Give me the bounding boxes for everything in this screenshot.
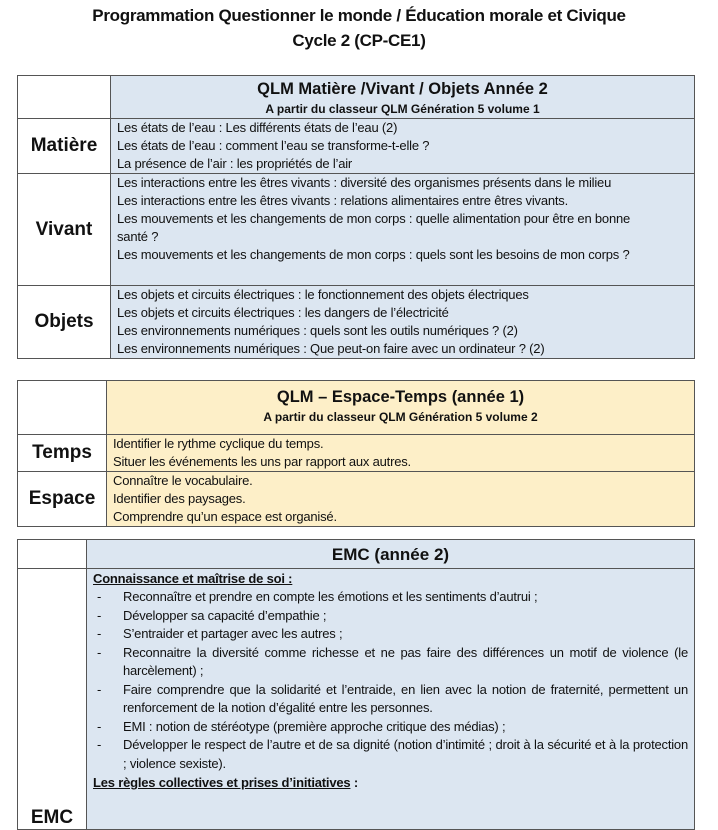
- list-item: Les interactions entre les êtres vivants : diversité des organismes présents dans le milieu: [117, 175, 612, 190]
- empty-corner-cell: [18, 381, 107, 435]
- header-title: EMC (année 2): [331, 545, 450, 564]
- header-title: QLM – Espace-Temps (année 1): [276, 388, 525, 406]
- row-label: Objets: [18, 286, 111, 359]
- row-label: Matière: [18, 119, 111, 174]
- list-item: Les environnements numériques : Que peut-on faire avec un ordinateur ? (2): [117, 341, 545, 356]
- row-label: EMC: [18, 569, 87, 830]
- row-content: [107, 435, 695, 472]
- list-item: Les mouvements et les changements de mon corps : quels sont les besoins de mon corps ?: [117, 247, 630, 262]
- table-qlm-espace-temps: [17, 380, 695, 527]
- header-subtitle: A partir du classeur QLM Génération 5 volume 1: [265, 102, 540, 116]
- table-row: [18, 119, 695, 174]
- dash: -: [97, 626, 102, 641]
- table-header: [111, 76, 695, 119]
- row-label: Vivant: [18, 174, 111, 286]
- row-label: Temps: [18, 435, 107, 472]
- table-header: [107, 381, 695, 435]
- section-title-suffix: :: [350, 775, 358, 790]
- list-item: Identifier le rythme cyclique du temps.: [113, 436, 324, 451]
- table-row: [18, 472, 695, 527]
- item-text: Reconnaitre la diversité comme richesse et ne pas faire des différences un motif de violence (le harcèlement) ;: [123, 644, 688, 678]
- list-item: [93, 607, 688, 626]
- row-label: Espace: [18, 472, 107, 527]
- item-text: Reconnaître et prendre en compte les émotions et les sentiments d’autrui ;: [123, 589, 538, 604]
- list-item: Les interactions entre les êtres vivants : relations alimentaires entre êtres vivants.: [117, 193, 569, 208]
- table-header: [87, 540, 695, 569]
- page-subtitle: Cycle 2 (CP-CE1): [292, 31, 426, 50]
- header-title: QLM Matière /Vivant / Objets Année 2: [257, 80, 548, 98]
- item-text: Développer sa capacité d’empathie ;: [123, 607, 327, 623]
- list-item: Les objets et circuits électriques : le fonctionnement des objets électriques: [117, 287, 529, 302]
- dash: -: [97, 607, 102, 623]
- list-item: Les états de l’eau : comment l’eau se transforme-t-elle ?: [117, 138, 430, 153]
- section-title-text: Les règles collectives et prises d’initiatives: [93, 775, 351, 790]
- list-item: Identifier des paysages.: [113, 491, 246, 506]
- table-row: [18, 435, 695, 472]
- list-item: Les états de l’eau : Les différents états de l’eau (2): [117, 120, 398, 135]
- dash: -: [97, 644, 102, 660]
- list-item: Comprendre qu’un espace est organisé.: [113, 509, 337, 524]
- dash: -: [97, 681, 102, 697]
- list-item: [93, 588, 688, 607]
- dash: -: [97, 589, 102, 604]
- empty-corner-cell: [18, 540, 87, 569]
- list-item: Connaître le vocabulaire.: [113, 473, 253, 488]
- item-text: Développer le respect de l’autre et de sa dignité (notion d’intimité ; droit à la sécurité et à la protection ; violence sexiste).: [123, 737, 688, 771]
- list-item: [93, 736, 688, 773]
- item-text: EMI : notion de stéréotype (première approche critique des médias) ;: [123, 718, 506, 734]
- list-item: Les mouvements et les changements de mon corps : quelle alimentation pour être en bonne santé ?: [117, 211, 631, 244]
- item-text: Faire comprendre que la solidarité et l’entraide, en lien avec la notion de fraternité, permettent un renforcement de la notion d’égalité entre les personnes.: [123, 681, 688, 715]
- section-title: [93, 773, 688, 792]
- table-row: [18, 286, 695, 359]
- list-item: [93, 625, 688, 644]
- list-item: Les environnements numériques : quels sont les outils numériques ? (2): [117, 323, 518, 338]
- row-content: [107, 472, 695, 527]
- list-item: [93, 644, 688, 681]
- row-content: [111, 286, 695, 359]
- row-content: [87, 569, 695, 830]
- table-row: [18, 569, 695, 830]
- list-item: La présence de l’air : les propriétés de l’air: [117, 156, 353, 171]
- page-title: Programmation Questionner le monde / Éducation morale et Civique: [92, 6, 626, 25]
- row-content: [111, 119, 695, 174]
- table-row: [18, 174, 695, 286]
- row-content: [111, 174, 695, 286]
- list-item: Situer les événements les uns par rapport aux autres.: [113, 454, 411, 469]
- header-subtitle: A partir du classeur QLM Génération 5 volume 2: [263, 410, 538, 424]
- list-item: Les objets et circuits électriques : les dangers de l’électricité: [117, 305, 449, 320]
- table-emc: [17, 539, 695, 830]
- table-qlm-matiere-vivant-objets: [17, 75, 695, 359]
- empty-corner-cell: [18, 76, 111, 119]
- section-title: Connaissance et maîtrise de soi :: [93, 571, 293, 586]
- list-item: [93, 681, 688, 718]
- item-text: S’entraider et partager avec les autres ;: [123, 626, 343, 641]
- dash: -: [97, 718, 102, 734]
- dash: -: [97, 737, 102, 752]
- list-item: [93, 718, 688, 737]
